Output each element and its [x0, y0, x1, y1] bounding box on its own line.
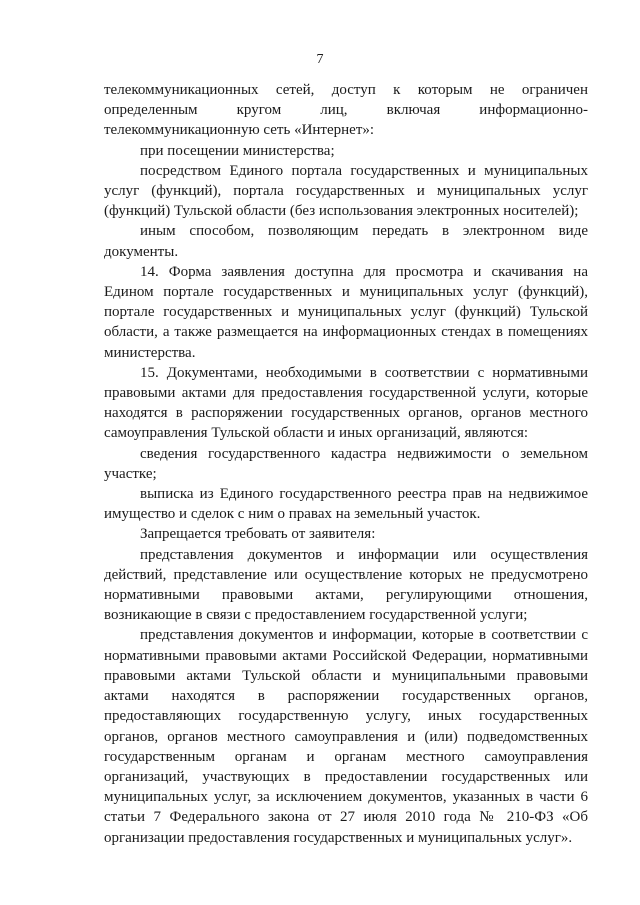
- paragraph-ministry-visit: при посещении министерства;: [140, 142, 335, 159]
- paragraph-14-application-form: 14. Форма заявления доступна для просмотра и скачивания на Едином портале государственных и муниципальных услуг (функций), портале государственных и муниципальных услуг (функций) Тульской области, а также размещается на информационных стендах в помещениях министерства.: [104, 263, 588, 361]
- page-number: 7: [316, 52, 324, 67]
- paragraph-documents-in-authorities: представления документов и информации, которые в соответствии с нормативными правовыми актами Российской Федерации, нормативными правовыми актами Тульской области и муниципальными правовыми актами находятся в распоряжении государственных органов, предоставляющих государственную услугу, иных государственных органов, органов местного самоуправления и (или) подведомственных государственным органам и органам местного самоуправления организаций, участвующих в предоставлении государственных или муниципальных услуг, за исключением документов, указанных в части 6 статьи 7 Федерального закона от 27 июля 2010 года № 210-ФЗ «Об организации предоставления государственных и муниципальных услуг».: [104, 627, 588, 846]
- paragraph-documents-or-actions: представления документов и информации или осуществления действий, представление или осуществление которых не предусмотрено нормативными правовыми актами, регулирующими отношения, возникающие в связи с предоставлением государственной услуги;: [104, 546, 588, 624]
- paragraph-other-method: иным способом, позволяющим передать в электронном виде документы.: [104, 223, 588, 260]
- document-body: [104, 80, 588, 848]
- paragraph-registry-extract: выписка из Единого государственного реестра прав на недвижимое имущество и сделок с ним о правах на земельный участок.: [104, 486, 588, 523]
- paragraph-continuation: телекоммуникационных сетей, доступ к которым не ограничен определенным кругом лиц, включая информационно-телекоммуникационную сеть «Интернет»:: [104, 82, 588, 139]
- paragraph-unified-portal: посредством Единого портала государственных и муниципальных услуг (функций), портала государственных и муниципальных услуг (функций) Тульской области (без использования электронных носителей);: [104, 162, 588, 220]
- paragraph-15-required-documents: 15. Документами, необходимыми в соответствии с нормативными правовыми актами для предоставления государственной услуги, которые находятся в распоряжении государственных органов, органов местного самоуправления Тульской области и иных организаций, являются:: [104, 364, 588, 442]
- paragraph-cadastre-info: сведения государственного кадастра недвижимости о земельном участке;: [104, 445, 588, 482]
- paragraph-prohibited-requirements: Запрещается требовать от заявителя:: [140, 526, 376, 543]
